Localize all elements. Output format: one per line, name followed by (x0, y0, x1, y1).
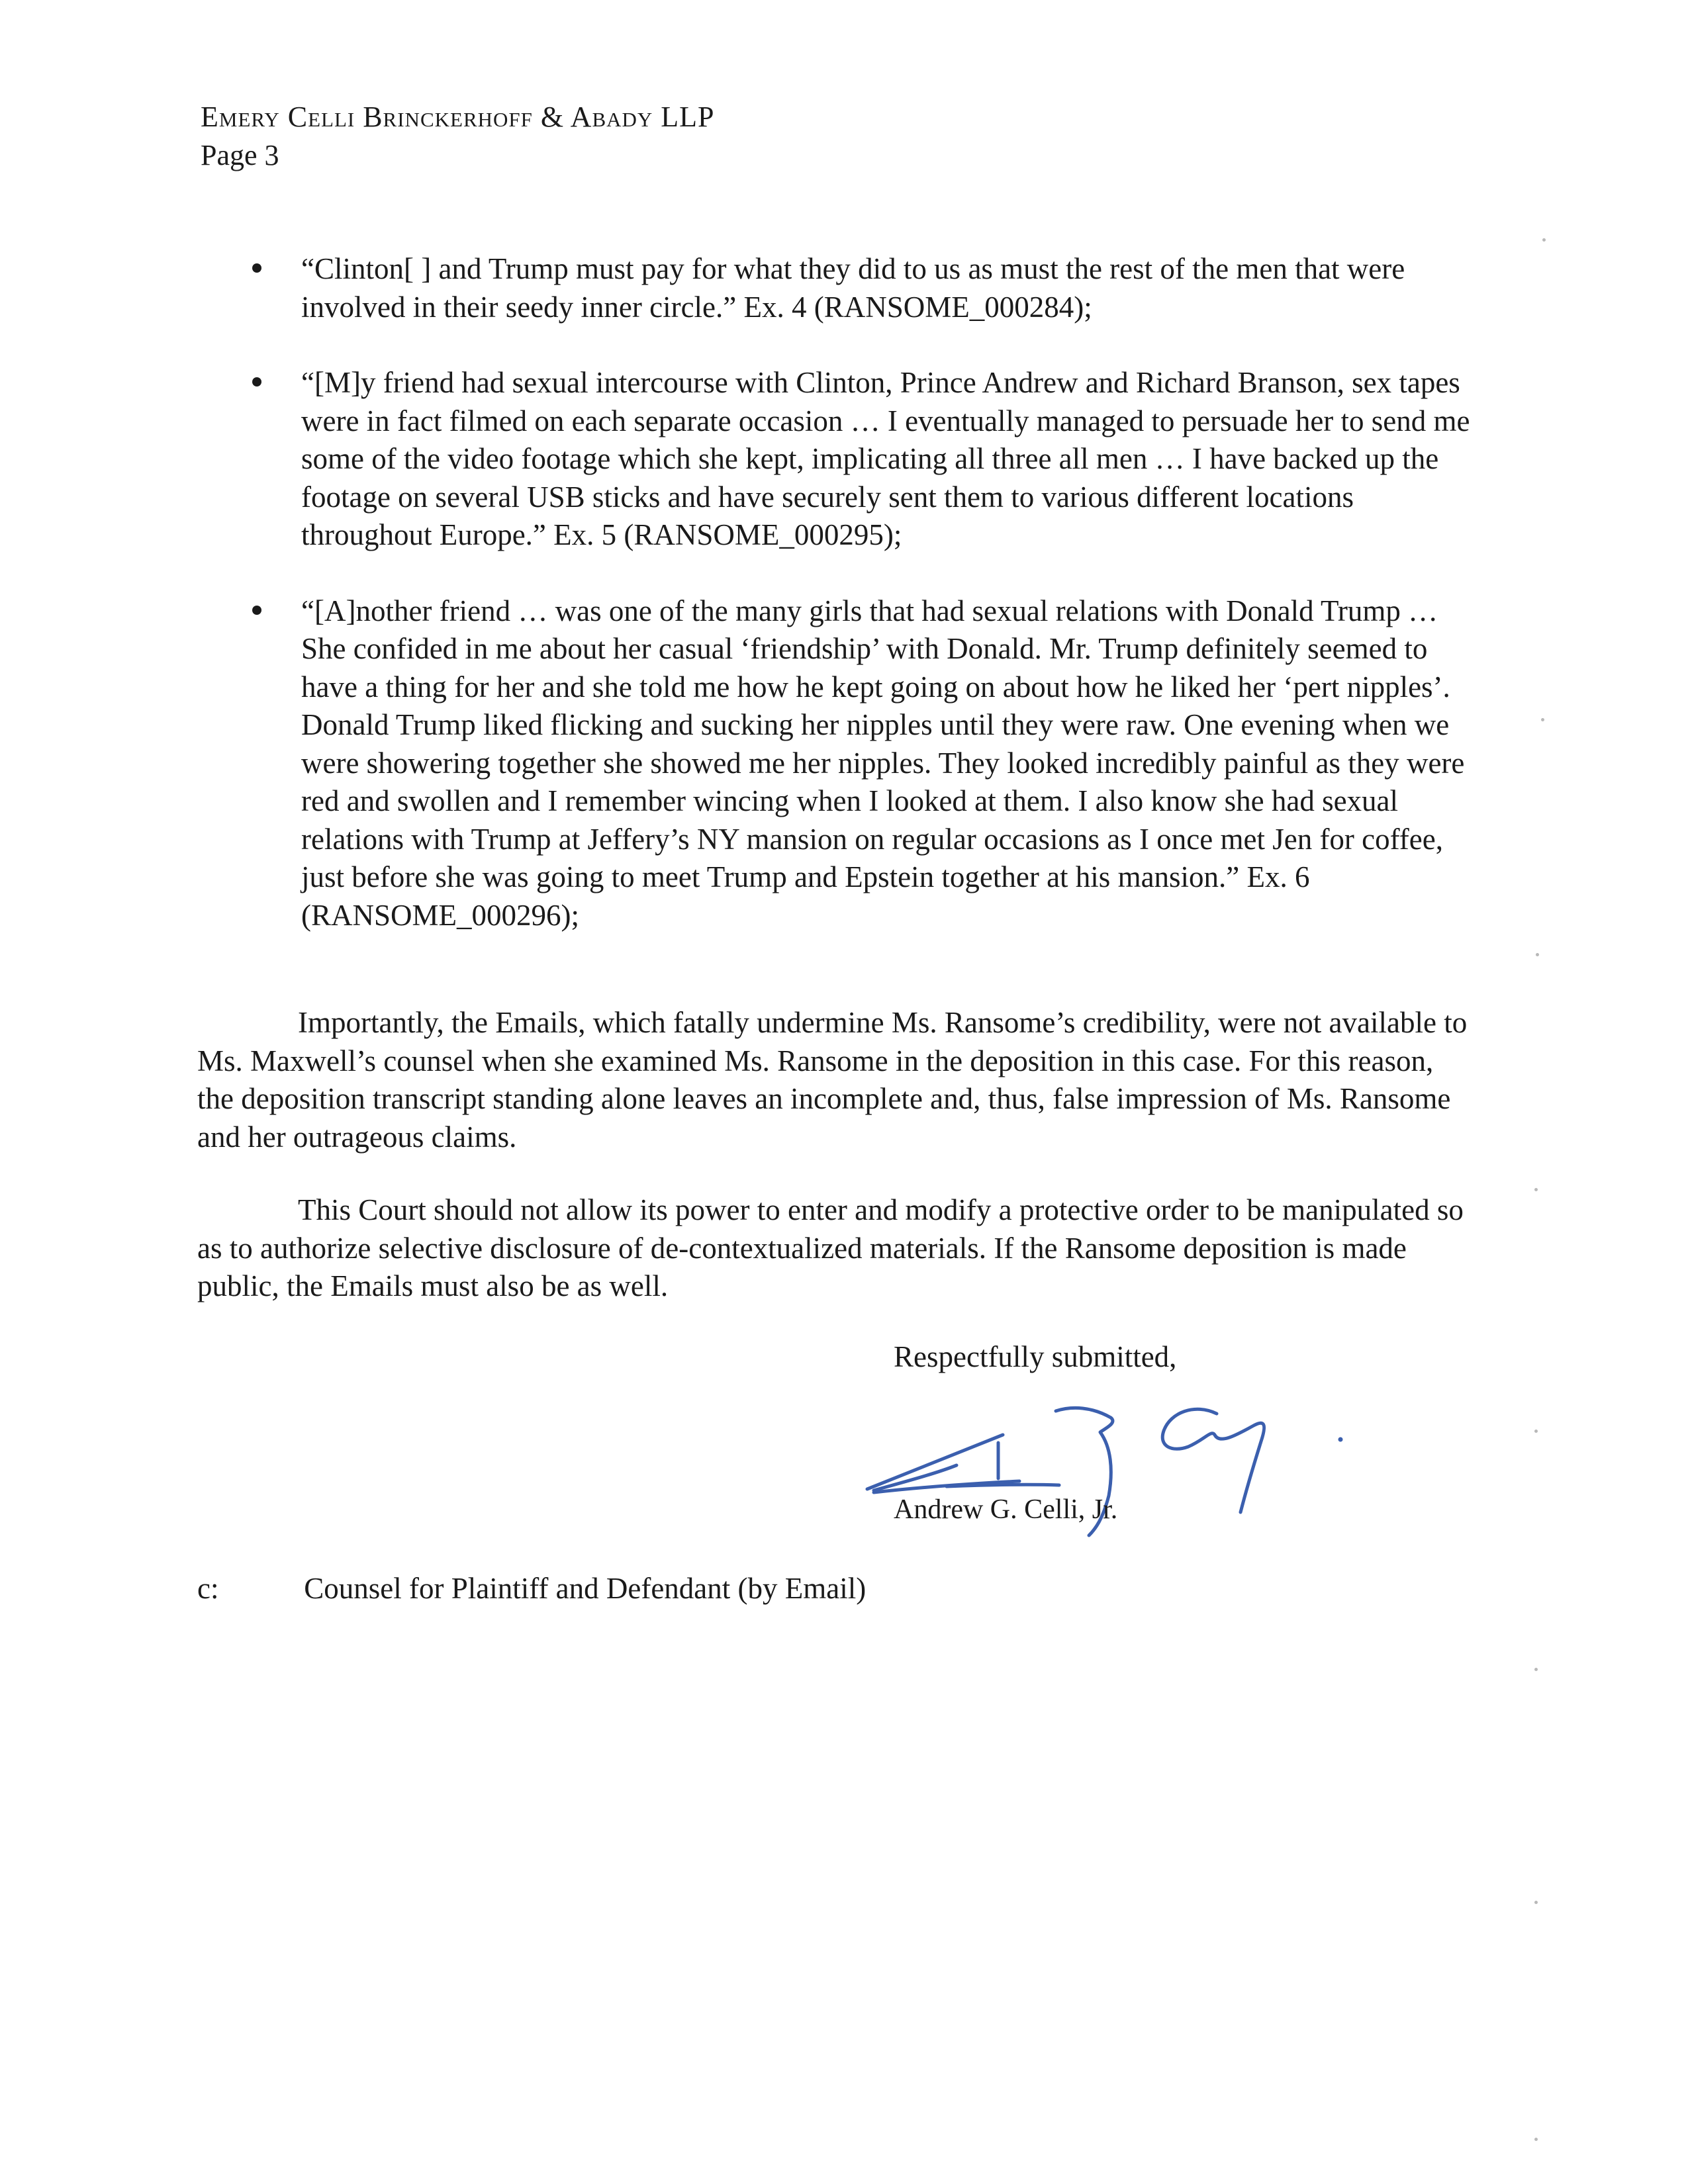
scan-speck (1541, 718, 1544, 721)
list-item (201, 250, 1472, 326)
scan-speck (1536, 953, 1539, 956)
firm-name: Emery Celli Brinckerhoff & Abady LLP (201, 101, 715, 133)
bullet-icon (252, 377, 261, 387)
scan-speck (1542, 238, 1546, 242)
bullet-text: “[A]nother friend … was one of the many girls that had sexual relations with Donald Trump … She confided in me about her casual ‘friendship’ with Donald. Mr. Trump definitely seemed to have a thing for her and she told me how he kept going on about how he liked her ‘pert nipples’. Donald Trump liked flicking and sucking her nipples until they were raw. One evening when we were showering together she showed me her nipples. They looked incredibly painful as they were red and swollen and I remember wincing when I looked at them. I also know she had sexual relations with Trump at Jeffery’s NY mansion on regular occasions as I once met Jen for coffee, just before she was going to meet Trump and Epstein together at his mansion.” Ex. 6 (RANSOME_000296); (301, 594, 1465, 932)
letterhead (201, 98, 715, 175)
cc-label: c: (197, 1572, 219, 1605)
quoted-excerpts-list (201, 250, 1472, 972)
bullet-text: “Clinton[ ] and Trump must pay for what they did to us as must the rest of the men that were involved in their seedy inner circle.” Ex. 4 (RANSOME_000284); (301, 252, 1405, 324)
signer-name: Andrew G. Celli, Jr. (894, 1494, 1118, 1525)
scan-speck (1534, 1901, 1538, 1904)
page-number: Page 3 (201, 139, 279, 171)
bullet-icon (252, 606, 261, 615)
bullet-icon (252, 263, 261, 273)
scan-speck (1534, 1668, 1538, 1671)
list-item (201, 592, 1472, 935)
cc-recipients: Counsel for Plaintiff and Defendant (by Email) (304, 1572, 867, 1605)
list-item (201, 364, 1472, 555)
body-paragraph: Importantly, the Emails, which fatally undermine Ms. Ransome’s credibility, were not available to Ms. Maxwell’s counsel when she examined Ms. Ransome in the deposition in this case. For this reason, the deposition transcript standing alone leaves an incomplete and, thus, false impression of Ms. Ransome and her outrageous claims. (197, 1006, 1468, 1154)
bullet-text: “[M]y friend had sexual intercourse with Clinton, Prince Andrew and Richard Branson, sex tapes were in fact filmed on each separate occasion … I eventually managed to persuade her to send me some of the video footage which she kept, implicating all three all men … I have backed up the footage on several USB sticks and have securely sent them to various different locations throughout Europe.” Ex. 5 (RANSOME_000295); (301, 366, 1470, 551)
scan-speck (1534, 2138, 1538, 2141)
cc-line (197, 1570, 866, 1608)
scan-speck (1534, 1188, 1538, 1191)
body-paragraph: This Court should not allow its power to enter and modify a protective order to be manipulated so as to authorize selective disclosure of de-contextualized materials. If the Ransome deposition is made public, the Emails must also be as well. (197, 1193, 1464, 1302)
closing-line: Respectfully submitted, (894, 1340, 1177, 1373)
scan-speck (1534, 1430, 1538, 1433)
